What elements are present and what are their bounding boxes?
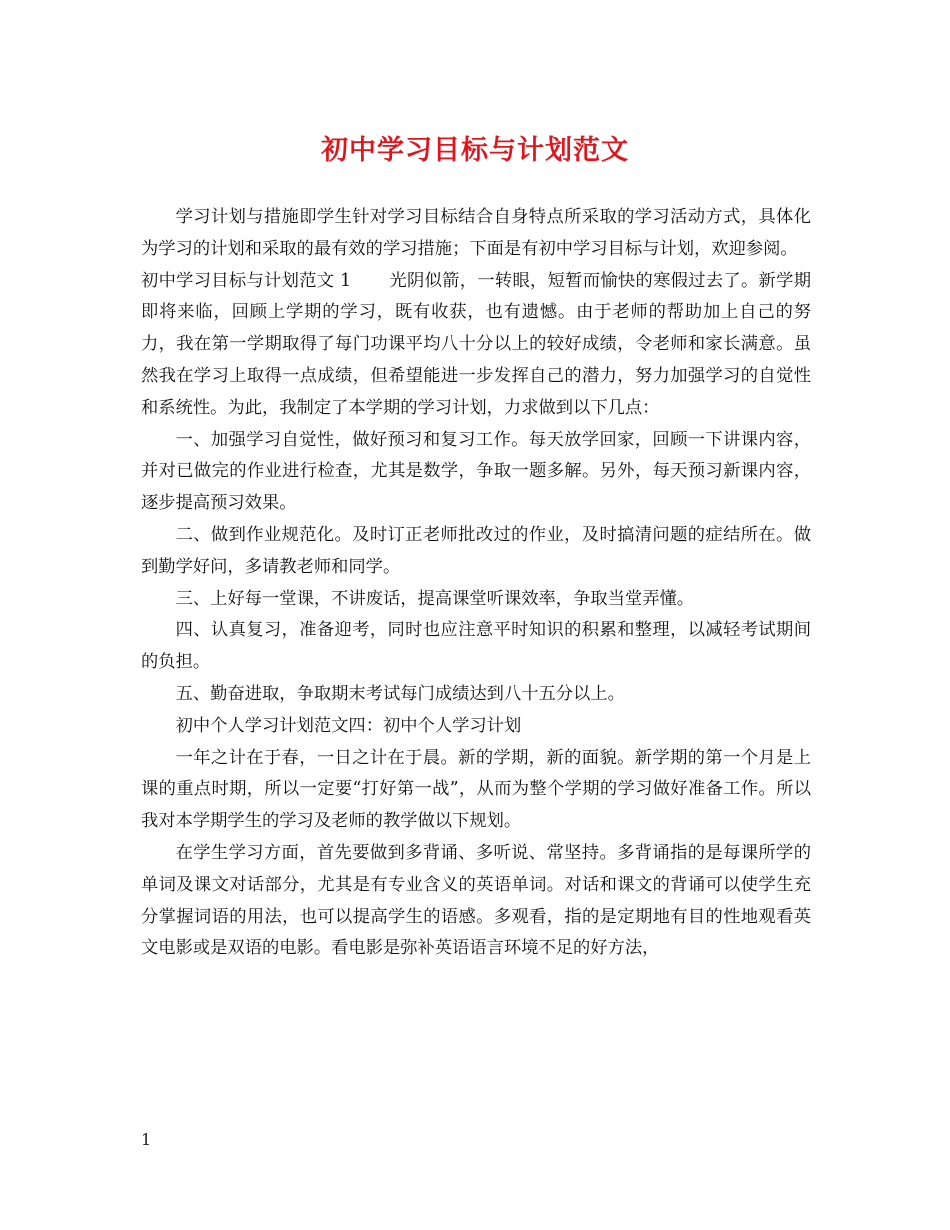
point-2: 二、做到作业规范化。及时订正老师批改过的作业，及时搞清问题的症结所在。做到勤学好问，多请教老师和同学。 bbox=[141, 524, 811, 577]
section2-paragraph-1: 一年之计在于春，一日之计在于晨。新的学期，新的面貌。新学期的第一个月是上课的重点时期，所以一定要“打好第一战”，从而为整个学期的学习做好准备工作。所以我对本学期学生的学习及老师的教学做以下规划。 bbox=[141, 747, 811, 832]
point-3: 三、上好每一堂课，不讲废话，提高课堂听课效率，争取当堂弄懂。 bbox=[175, 588, 695, 609]
document-body bbox=[141, 202, 811, 965]
point-4: 四、认真复习，准备迎考，同时也应注意平时知识的积累和整理，以减轻考试期间的负担。 bbox=[141, 620, 811, 673]
point-5: 五、勤奋进取，争取期末考试每门成绩达到八十五分以上。 bbox=[175, 683, 625, 704]
section1-opening: 光阴似箭，一转眼，短暂而愉快的寒假过去了。新学期即将来临，回顾上学期的学习，既有收获，也有遗憾。由于老师的帮助加上自己的努力，我在第一学期取得了每门功课平均八十分以上的较好成绩，令老师和家长满意。虽然我在学习上取得一点成绩，但希望能进一步发挥自己的潜力，努力加强学习的自觉性和系统性。为此，我制定了本学期的学习计划，力求做到以下几点： bbox=[141, 270, 811, 418]
page-number: 1 bbox=[141, 1130, 152, 1149]
point-1: 一、加强学习自觉性，做好预习和复习工作。每天放学回家，回顾一下讲课内容，并对已做完的作业进行检查，尤其是数学，争取一题多解。另外，每天预习新课内容，逐步提高预习效果。 bbox=[141, 429, 811, 514]
intro-paragraph: 学习计划与措施即学生针对学习目标结合自身特点所采取的学习活动方式，具体化为学习的计划和采取的最有效的学习措施；下面是有初中学习目标与计划，欢迎参阅。 bbox=[141, 207, 811, 259]
section2-paragraph-2: 在学生学习方面，首先要做到多背诵、多听说、常坚持。多背诵指的是每课所学的单词及课文对话部分，尤其是有专业含义的英语单词。对话和课文的背诵可以使学生充分掌握词语的用法，也可以提高学生的语感。多观看，指的是定期地有目的性地观看英文电影或是双语的电影。看电影是弥补英语语言环境不足的好方法， bbox=[141, 842, 811, 959]
section1-paragraph bbox=[141, 266, 811, 425]
document-title: 初中学习目标与计划范文 bbox=[321, 135, 629, 166]
section1-heading: 初中学习目标与计划范文 1 bbox=[141, 270, 352, 291]
section2-heading: 初中个人学习计划范文四：初中个人学习计划 bbox=[175, 715, 522, 736]
